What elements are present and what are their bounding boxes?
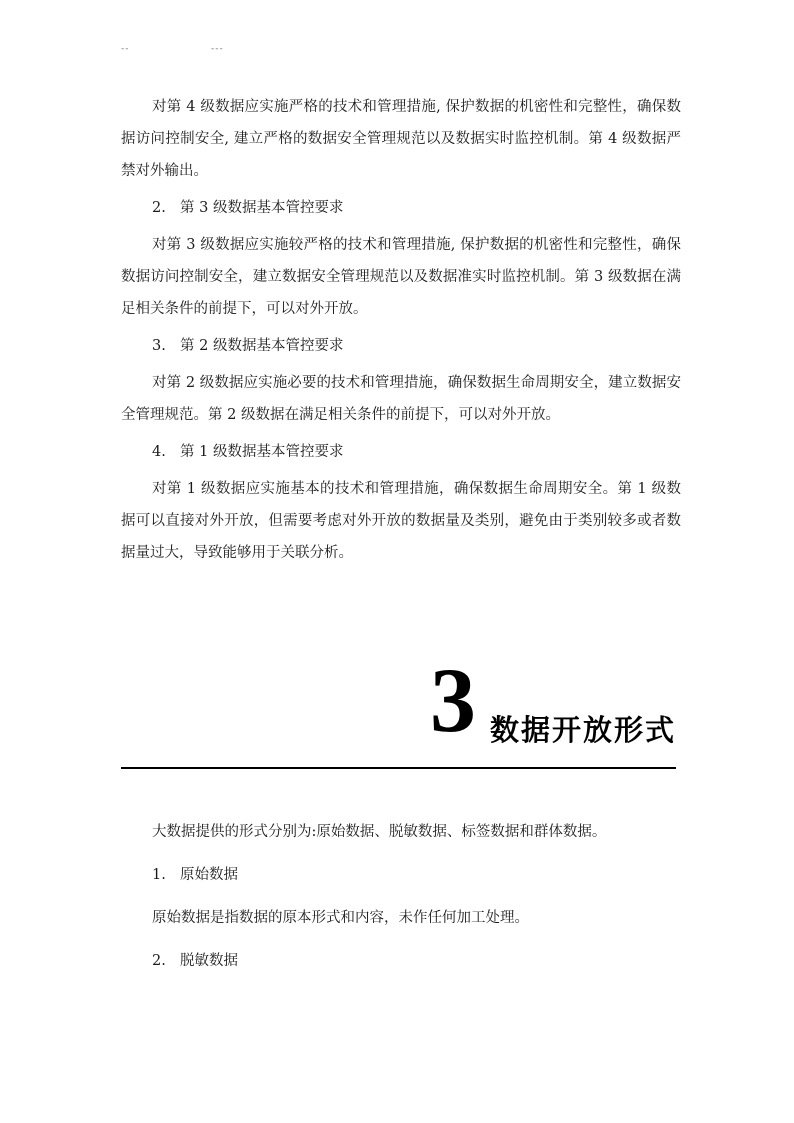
heading-raw-data xyxy=(121,859,681,891)
paragraph-raw-data: 原始数据是指数据的原本形式和内容，未作任何加工处理。 xyxy=(152,910,529,926)
heading-level-2-control xyxy=(121,330,681,362)
heading-number: 4. xyxy=(152,444,166,460)
header-mark-right: --- xyxy=(211,44,224,54)
section-top xyxy=(121,91,681,569)
heading-masked-data xyxy=(121,945,681,977)
paragraph-level-1: 对第 1 级数据应实施基本的技术和管理措施，确保数据生命周期安全。第 1 级数据可以直接对外开放，但需要考虑对外开放的数据量及类别，避免由于类别较多或者数据量过大，导致能够用于关联分析。 xyxy=(121,481,681,561)
paragraph-level-3: 对第 3 级数据应实施较严格的技术和管理措施, 保护数据的机密性和完整性，确保数据访问控制安全，建立数据安全管理规范以及数据准实时监控机制。第 3 级数据在满足相关条件的前提下，可以对外开放。 xyxy=(121,237,681,317)
chapter-heading xyxy=(121,649,676,770)
chapter-title: 数据开放形式 xyxy=(489,713,676,747)
heading-number: 2. xyxy=(152,953,166,969)
paragraph-intro: 大数据提供的形式分别为:原始数据、脱敏数据、标签数据和群体数据。 xyxy=(152,824,607,840)
paragraph-level-4: 对第 4 级数据应实施严格的技术和管理措施, 保护数据的机密性和完整性，确保数据访问控制安全, 建立严格的数据安全管理规范以及数据实时监控机制。第 4 级数据严禁对外输出。 xyxy=(121,99,681,179)
heading-number: 3. xyxy=(152,338,166,354)
heading-text: 脱敏数据 xyxy=(180,953,238,969)
page-header-marks xyxy=(121,44,224,54)
heading-number: 1. xyxy=(152,867,166,883)
section-bottom xyxy=(121,816,681,977)
heading-level-3-control xyxy=(121,192,681,224)
paragraph-level-2: 对第 2 级数据应实施必要的技术和管理措施，确保数据生命周期安全，建立数据安全管理规范。第 2 级数据在满足相关条件的前提下，可以对外开放。 xyxy=(121,375,681,423)
heading-text: 第 3 级数据基本管控要求 xyxy=(180,200,344,216)
chapter-divider xyxy=(121,767,676,769)
heading-number: 2. xyxy=(152,200,166,216)
heading-text: 原始数据 xyxy=(180,867,238,883)
heading-text: 第 1 级数据基本管控要求 xyxy=(180,444,344,460)
chapter-number: 3 xyxy=(430,649,476,751)
heading-text: 第 2 级数据基本管控要求 xyxy=(180,338,344,354)
header-mark-left: -- xyxy=(121,44,130,54)
heading-level-1-control xyxy=(121,436,681,468)
